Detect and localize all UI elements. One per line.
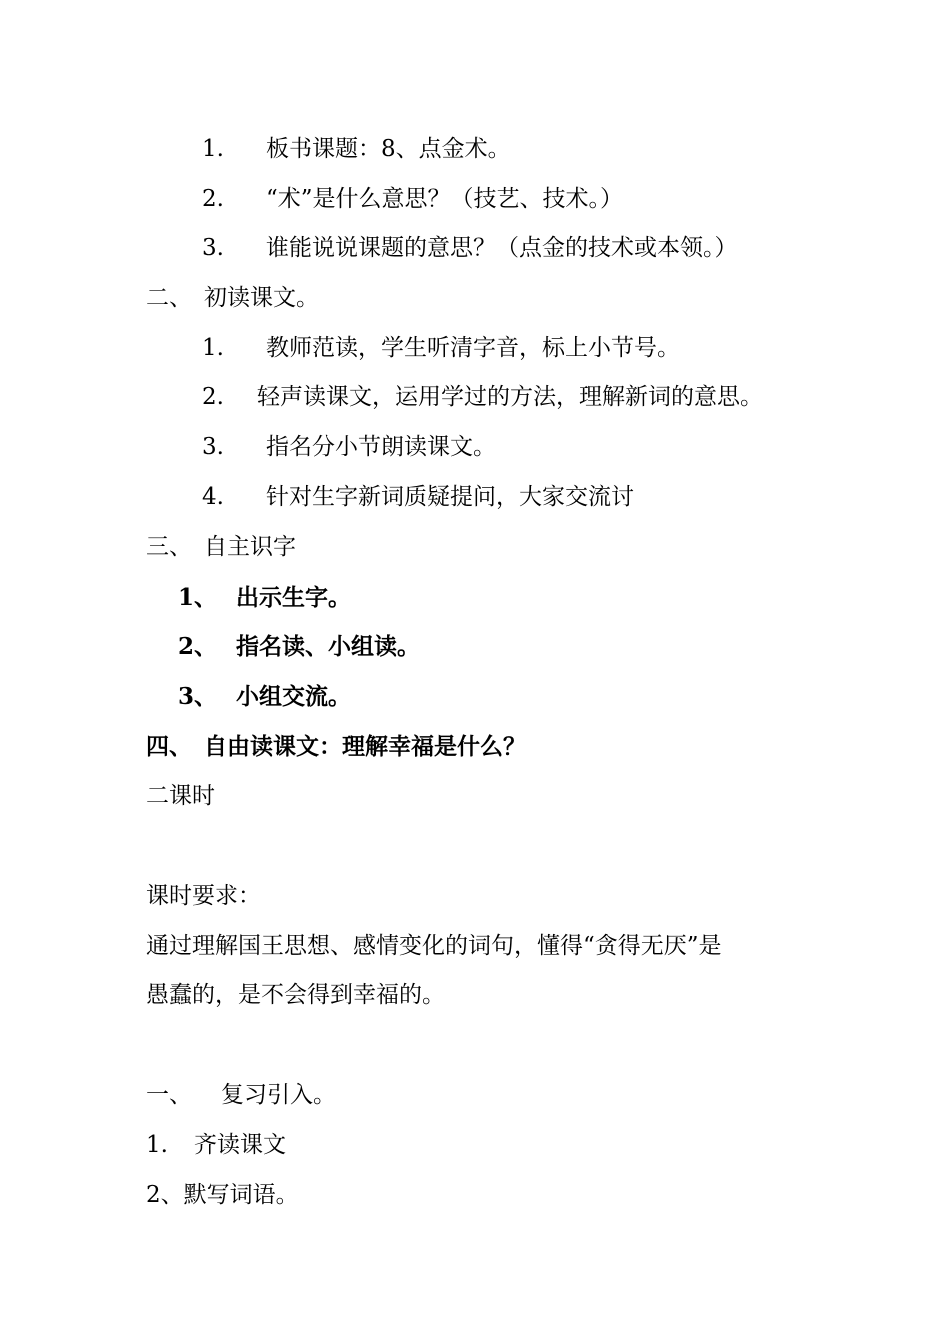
section2-item-4 bbox=[202, 482, 634, 512]
section3-item-2 bbox=[178, 632, 420, 662]
section4-heading bbox=[146, 732, 526, 762]
review-num: 一、 bbox=[146, 1082, 192, 1108]
review-item-1 bbox=[146, 1130, 286, 1160]
section2-num: 二、 bbox=[146, 285, 192, 311]
review-heading bbox=[146, 1080, 336, 1110]
lesson2-heading: 二课时 bbox=[146, 783, 215, 809]
intro-item-1-num: 1. bbox=[202, 136, 224, 162]
section2-item-3-text: 指名分小节朗读课文。 bbox=[266, 434, 496, 460]
section2-item-2-text: 轻声读课文，运用学过的方法，理解新词的意思。 bbox=[257, 384, 763, 410]
intro-item-1 bbox=[202, 134, 511, 164]
review-item-1-num: 1. bbox=[146, 1132, 168, 1158]
section2-item-4-text: 针对生字新词质疑提问，大家交流讨 bbox=[266, 484, 634, 510]
review-title: 复习引入。 bbox=[221, 1082, 336, 1108]
section3-item-3 bbox=[178, 682, 351, 712]
section2-item-1-text: 教师范读，学生听清字音，标上小节号。 bbox=[266, 335, 680, 361]
section3-heading bbox=[146, 532, 296, 562]
lesson2-requirements-line-1: 通过理解国王思想、感情变化的词句，懂得“贪得无厌”是 bbox=[146, 933, 722, 959]
lesson2-requirements-label: 课时要求： bbox=[146, 883, 261, 909]
intro-item-2-num: 2. bbox=[202, 186, 224, 212]
review-item-1-text: 齐读课文 bbox=[194, 1132, 286, 1158]
section3-num: 三、 bbox=[146, 534, 192, 560]
section2-item-1-num: 1. bbox=[202, 335, 224, 361]
section3-item-1-num: 1、 bbox=[178, 584, 218, 611]
section3-title: 自主识字 bbox=[204, 534, 296, 560]
section3-item-2-num: 2、 bbox=[178, 633, 218, 660]
lesson2-requirements-line-2: 愚蠢的，是不会得到幸福的。 bbox=[146, 982, 445, 1008]
intro-item-2 bbox=[202, 184, 623, 214]
section2-heading bbox=[146, 283, 319, 313]
section3-item-3-num: 3、 bbox=[178, 683, 218, 710]
section3-item-2-text: 指名读、小组读。 bbox=[236, 633, 420, 660]
intro-item-3 bbox=[202, 233, 738, 263]
section2-title: 初读课文。 bbox=[204, 285, 319, 311]
section2-item-4-num: 4. bbox=[202, 484, 224, 510]
intro-item-2-text: “术”是什么意思？（技艺、技术。） bbox=[266, 186, 624, 212]
section4-num: 四、 bbox=[146, 733, 192, 760]
section2-item-2-num: 2. bbox=[202, 384, 224, 410]
section2-item-2 bbox=[202, 382, 763, 412]
section2-item-1 bbox=[202, 333, 680, 363]
section2-item-3 bbox=[202, 432, 496, 462]
intro-item-3-num: 3. bbox=[202, 235, 224, 261]
section3-item-1 bbox=[178, 583, 351, 613]
intro-item-1-text: 板书课题：8、点金术。 bbox=[266, 136, 511, 162]
section3-item-3-text: 小组交流。 bbox=[236, 683, 351, 710]
section2-item-3-num: 3. bbox=[202, 434, 224, 460]
intro-item-3-text: 谁能说说课题的意思？（点金的技术或本领。） bbox=[266, 235, 738, 261]
section3-item-1-text: 出示生字。 bbox=[236, 584, 351, 611]
section4-title: 自由读课文：理解幸福是什么？ bbox=[204, 733, 526, 760]
review-item-2: 2、默写词语。 bbox=[146, 1182, 299, 1208]
